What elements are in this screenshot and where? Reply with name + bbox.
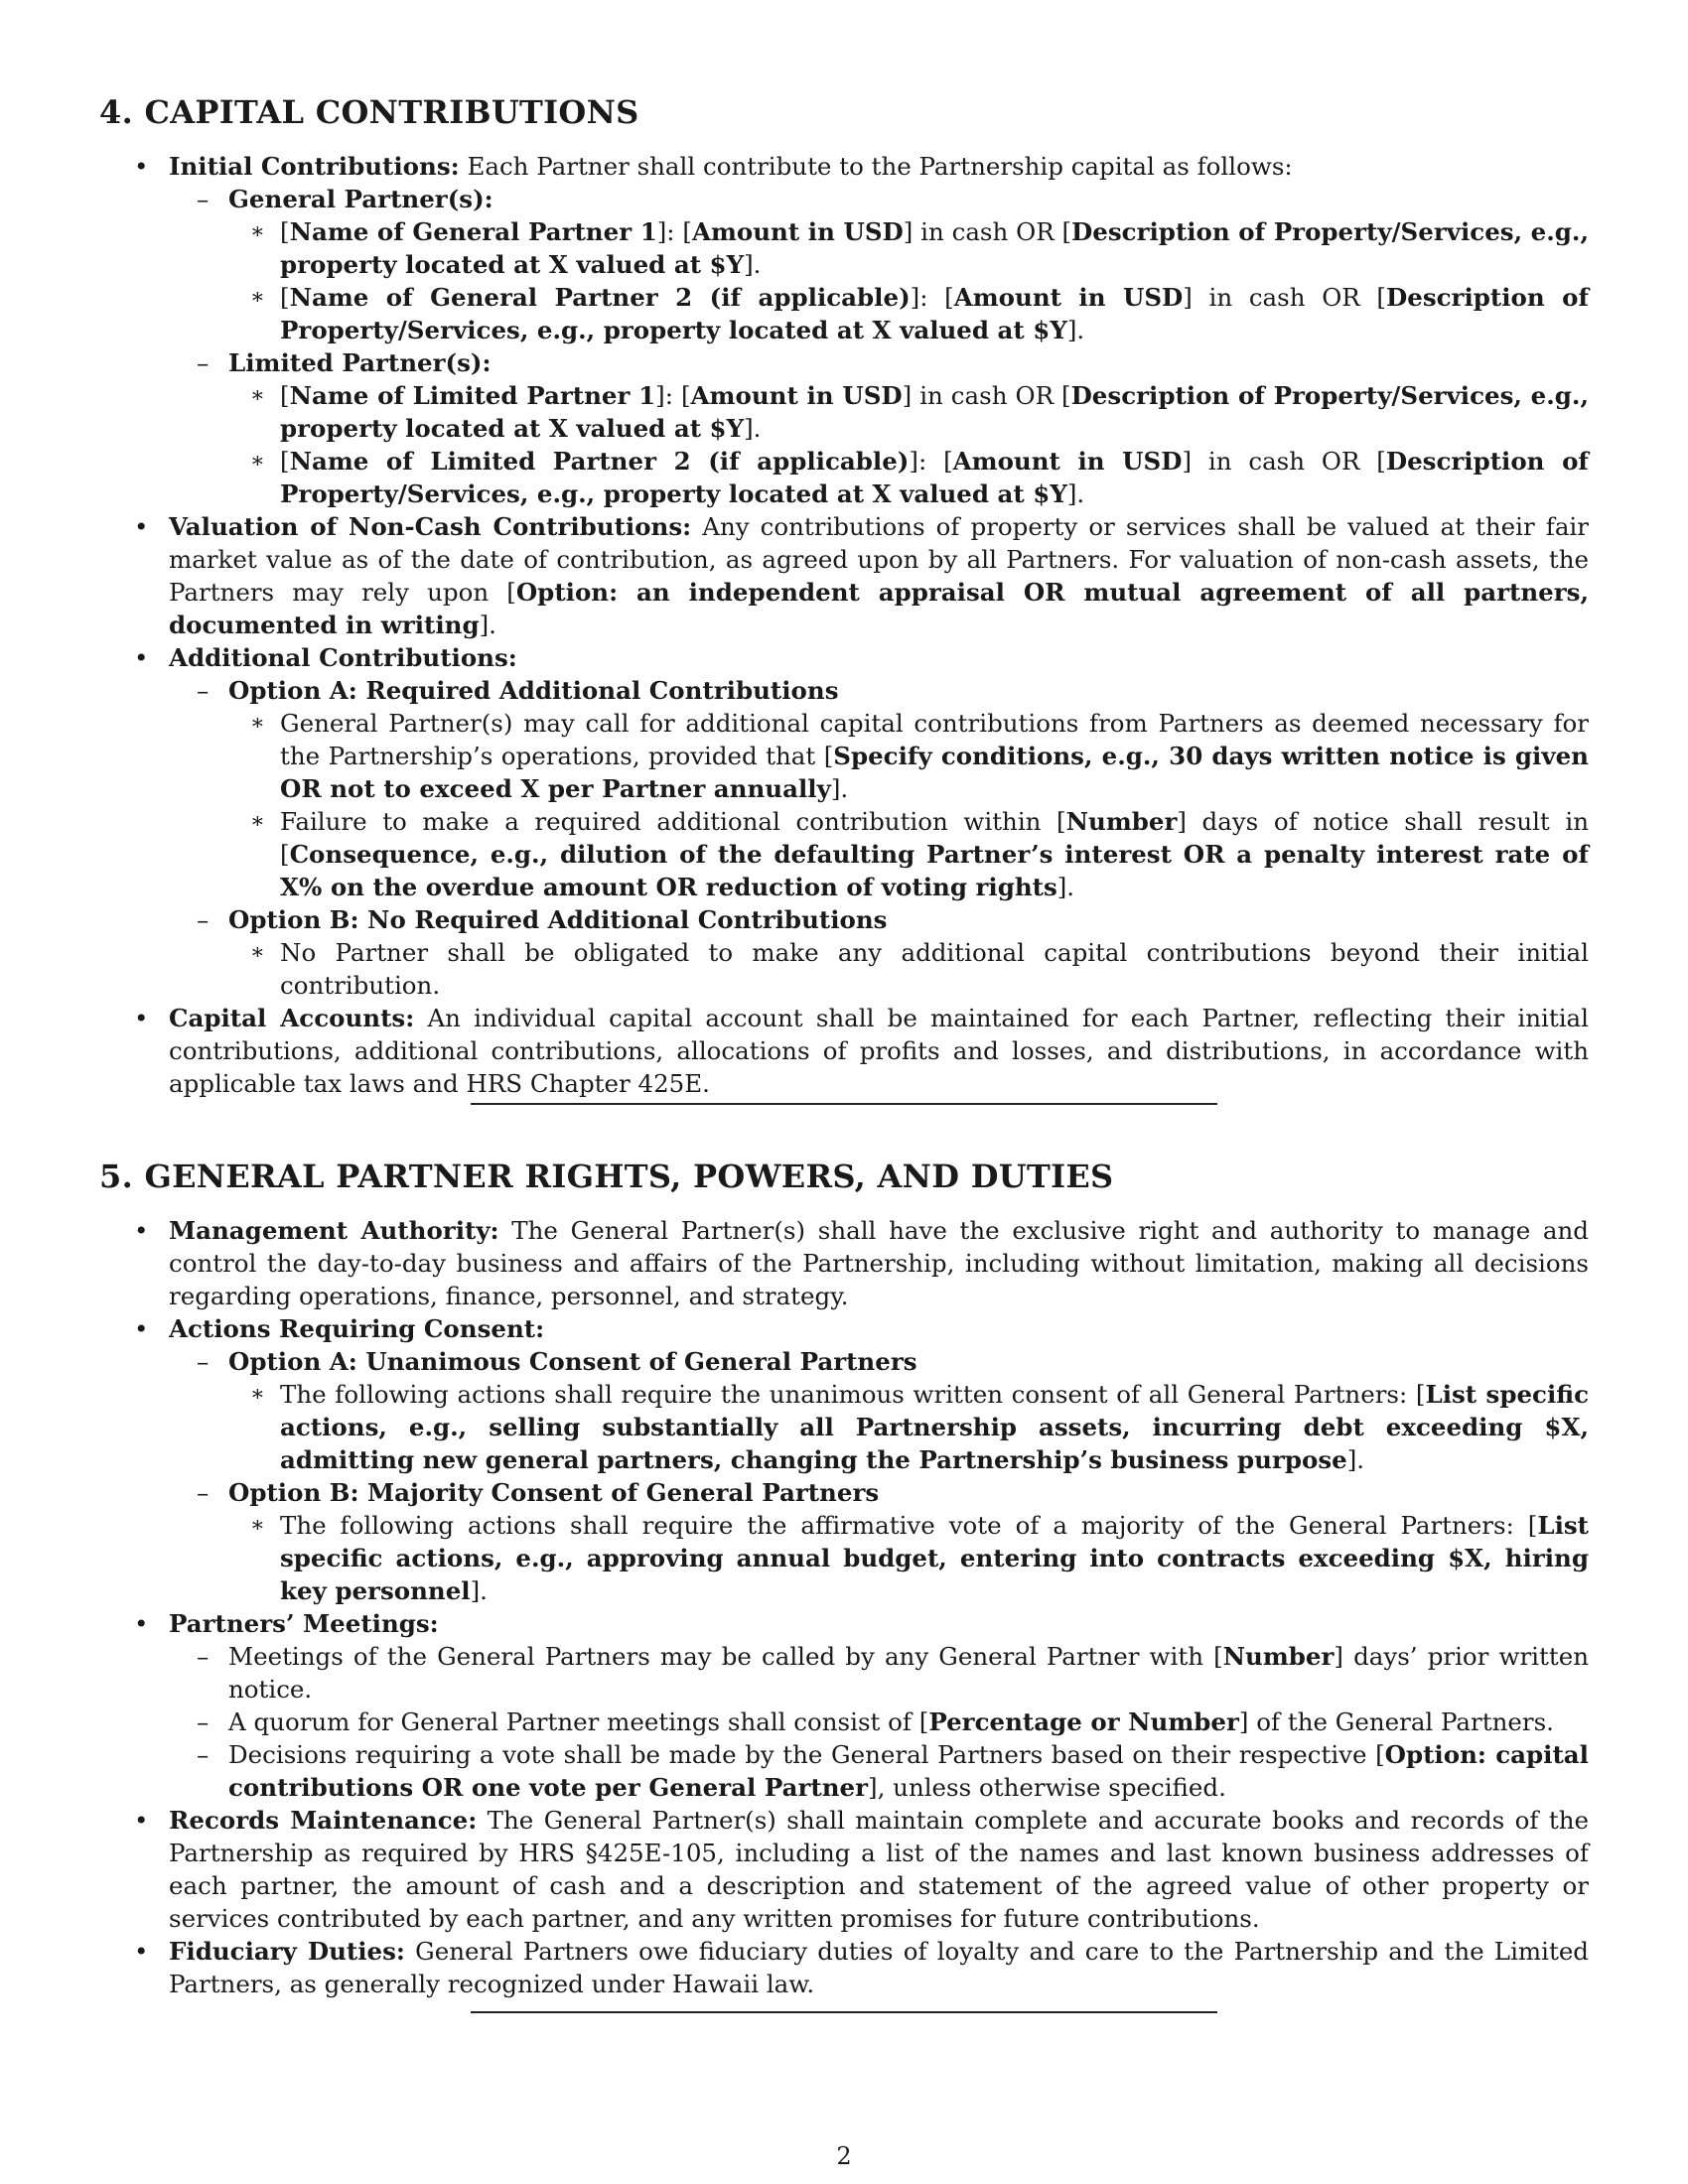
item-label: Partners’ Meetings: <box>169 1609 439 1638</box>
item-label: Limited Partner(s): <box>228 348 492 377</box>
bullet-icon: • <box>134 1004 149 1032</box>
placeholder-text: Option: an independent appraisal OR mutual agreement of all partners, documented in writing <box>169 578 1589 639</box>
placeholder-text: Amount in USD <box>953 283 1184 312</box>
item-label: Management Authority: <box>169 1216 499 1245</box>
list-item-option-a-required <box>99 674 1589 707</box>
text: ]. <box>1066 316 1085 344</box>
placeholder-text: Name of General Partner 2 (if applicable) <box>289 283 911 312</box>
text: ] of the General Partners. <box>1238 1707 1554 1736</box>
text: ]. <box>479 611 496 639</box>
item-text: A quorum for General Partner meetings shall consist of [ <box>228 1707 929 1736</box>
list-item-failure-consequence <box>99 805 1589 903</box>
placeholder-text: Description of Property/Services, e.g., property located at X valued at $Y <box>280 447 1589 508</box>
dash-icon: – <box>197 1740 210 1769</box>
text: ] days of notice shall result in [ <box>280 807 1589 869</box>
text: ]: [ <box>910 283 954 312</box>
placeholder-text: List specific actions, e.g., selling substantially all Partnership assets, incurring debt exceeding $X, admitting new general partners, changing the Partnership’s business purpose <box>280 1380 1590 1474</box>
bullet-icon: • <box>134 152 149 181</box>
list-item-call-for-contributions <box>99 707 1589 805</box>
item-label: Initial Contributions: <box>169 152 460 181</box>
placeholder-text: Description of Property/Services, e.g., property located at X valued at $Y <box>280 283 1589 344</box>
text: ] in cash OR [ <box>1182 447 1386 476</box>
text: [ <box>280 381 290 410</box>
text: ] in cash OR [ <box>1183 283 1386 312</box>
text: ] days’ prior written notice. <box>228 1642 1589 1704</box>
text: ]. <box>1346 1445 1365 1474</box>
item-text: General Partners owe fiduciary duties of loyalty and care to the Partnership and the Limited Partners, as generally recognized under Hawaii law. <box>169 1937 1589 1998</box>
placeholder-text: Option: capital contributions OR one vote per General Partner <box>228 1740 1589 1802</box>
list-item-general-partners <box>99 183 1589 215</box>
list-item-no-obligation <box>99 936 1589 1002</box>
bullet-icon: • <box>134 1806 149 1835</box>
text: ]. <box>744 414 762 443</box>
item-text: The General Partner(s) shall maintain complete and accurate books and records of the Partnership as required by HRS §425E-105, including a list of the names and last known business addresses of each partner, the amount of cash and a description and statement of the agreed value of other property or services contributed by each partner, and any written promises for future contributions. <box>169 1806 1589 1933</box>
section-5-heading: 5. GENERAL PARTNER RIGHTS, POWERS, AND DUTIES <box>99 1158 1114 1195</box>
item-label: Option B: No Required Additional Contributions <box>228 905 888 934</box>
list-item-limited-partners <box>99 346 1589 379</box>
text: ]: [ <box>655 381 691 410</box>
asterisk-icon: ∗ <box>250 449 265 474</box>
item-text: General Partner(s) may call for additional capital contributions from Partners as deemed necessary for the Partnership’s operations, provided that [ <box>280 709 1589 770</box>
list-item-initial-contributions <box>99 150 1589 183</box>
item-text: Decisions requiring a vote shall be made by the General Partners based on their respective [ <box>228 1740 1385 1769</box>
item-text: No Partner shall be obligated to make any additional capital contributions beyond their initial contribution. <box>280 938 1589 1000</box>
asterisk-icon: ∗ <box>250 285 265 310</box>
item-text: Failure to make a required additional contribution within [ <box>280 807 1066 836</box>
section-divider <box>471 1103 1217 1105</box>
list-item-limited-partner-1 <box>99 379 1589 445</box>
list-item-additional-contributions <box>99 641 1589 674</box>
text: ]. <box>470 1576 488 1605</box>
bullet-icon: • <box>134 1216 149 1245</box>
placeholder-text: List specific actions, e.g., approving annual budget, entering into contracts exceeding $X, hiring key personnel <box>280 1511 1589 1605</box>
placeholder-text: Name of Limited Partner 2 (if applicable) <box>289 447 910 476</box>
placeholder-text: Number <box>1065 807 1178 836</box>
placeholder-text: Amount in USD <box>691 217 904 246</box>
list-item-meeting-votes <box>99 1738 1589 1804</box>
placeholder-text: Number <box>1222 1642 1335 1671</box>
section-5-body <box>99 1214 1589 2000</box>
placeholder-text: Name of Limited Partner 1 <box>289 381 656 410</box>
asterisk-icon: ∗ <box>250 809 265 834</box>
placeholder-text: Percentage or Number <box>928 1707 1239 1736</box>
item-label: Actions Requiring Consent: <box>169 1314 545 1343</box>
list-item-meeting-notice <box>99 1640 1589 1706</box>
list-item-valuation <box>99 510 1589 641</box>
item-label: Capital Accounts: <box>169 1004 415 1032</box>
list-item-option-a-unanimous <box>99 1345 1589 1378</box>
item-label: General Partner(s): <box>228 185 493 213</box>
text: ], unless otherwise specified. <box>868 1773 1226 1802</box>
placeholder-text: Amount in USD <box>952 447 1183 476</box>
item-text: An individual capital account shall be maintained for each Partner, reflecting their initial contributions, additional contributions, allocations of profits and losses, and distributions, in accordance with applicable tax laws and HRS Chapter 425E. <box>169 1004 1589 1098</box>
placeholder-text: Amount in USD <box>690 381 903 410</box>
item-label: Additional Contributions: <box>169 643 517 672</box>
list-item-option-b-not-required <box>99 903 1589 936</box>
list-item-management-authority <box>99 1214 1589 1312</box>
list-item-general-partner-1 <box>99 215 1589 281</box>
item-text: The General Partner(s) shall have the exclusive right and authority to manage and control the day-to-day business and affairs of the Partnership, including without limitation, making all decisions regarding operations, finance, personnel, and strategy. <box>169 1216 1589 1310</box>
bullet-icon: • <box>134 1609 149 1638</box>
bullet-icon: • <box>134 512 149 541</box>
list-item-records-maintenance <box>99 1804 1589 1935</box>
list-item-option-b-majority <box>99 1476 1589 1509</box>
placeholder-text: Specify conditions, e.g., 30 days written notice is given OR not to exceed X per Partner annually <box>280 742 1589 803</box>
list-item-majority-actions <box>99 1509 1589 1607</box>
dash-icon: – <box>197 905 210 934</box>
item-label: Option B: Majority Consent of General Partners <box>228 1478 880 1507</box>
dash-icon: – <box>197 1642 210 1671</box>
bullet-icon: • <box>134 1937 149 1966</box>
section-4-heading: 4. CAPITAL CONTRIBUTIONS <box>99 93 639 131</box>
text: [ <box>280 447 290 476</box>
text: ]. <box>1056 873 1075 901</box>
placeholder-text: Consequence, e.g., dilution of the defaulting Partner’s interest OR a penalty interest rate of X% on the overdue amount OR reduction of voting rights <box>280 840 1589 901</box>
bullet-icon: • <box>134 1314 149 1343</box>
text: ]. <box>744 250 762 279</box>
list-item-partners-meetings <box>99 1607 1589 1640</box>
text: ] in cash OR [ <box>902 381 1071 410</box>
dash-icon: – <box>197 185 210 213</box>
item-label: Fiduciary Duties: <box>169 1937 405 1966</box>
asterisk-icon: ∗ <box>250 940 265 965</box>
text: ]. <box>830 774 849 803</box>
list-item-limited-partner-2 <box>99 445 1589 510</box>
item-label: Option A: Unanimous Consent of General Partners <box>228 1347 917 1376</box>
bullet-icon: • <box>134 643 149 672</box>
asterisk-icon: ∗ <box>250 1382 265 1407</box>
dash-icon: – <box>197 1478 210 1507</box>
item-text: Meetings of the General Partners may be called by any General Partner with [ <box>228 1642 1223 1671</box>
placeholder-text: Description of Property/Services, e.g., property located at X valued at $Y <box>280 217 1589 279</box>
section-divider <box>471 2011 1217 2013</box>
item-text: The following actions shall require the affirmative vote of a majority of the General Partners: [ <box>280 1511 1538 1540</box>
dash-icon: – <box>197 1347 210 1376</box>
item-text: Any contributions of property or services shall be valued at their fair market value as of the date of contribution, as agreed upon by all Partners. For valuation of non-cash assets, the Partners may rely upon [ <box>169 512 1589 607</box>
text: [ <box>280 283 290 312</box>
text: ]. <box>1066 479 1085 508</box>
text: ]: [ <box>656 217 692 246</box>
list-item-general-partner-2 <box>99 281 1589 346</box>
item-label: Records Maintenance: <box>169 1806 478 1835</box>
item-text: Each Partner shall contribute to the Partnership capital as follows: <box>459 152 1293 181</box>
asterisk-icon: ∗ <box>250 711 265 736</box>
dash-icon: – <box>197 348 210 377</box>
asterisk-icon: ∗ <box>250 383 265 408</box>
list-item-meeting-quorum <box>99 1706 1589 1738</box>
placeholder-text: Description of Property/Services, e.g., property located at X valued at $Y <box>280 381 1589 443</box>
dash-icon: – <box>197 676 210 705</box>
section-4-body <box>99 150 1589 1100</box>
list-item-capital-accounts <box>99 1002 1589 1100</box>
item-text: The following actions shall require the unanimous written consent of all General Partners: [ <box>280 1380 1426 1409</box>
list-item-unanimous-actions <box>99 1378 1589 1476</box>
item-label: Option A: Required Additional Contributions <box>228 676 839 705</box>
list-item-fiduciary-duties <box>99 1935 1589 2000</box>
text: ]: [ <box>909 447 953 476</box>
text: [ <box>280 217 290 246</box>
list-item-actions-requiring-consent <box>99 1312 1589 1345</box>
asterisk-icon: ∗ <box>250 219 265 244</box>
asterisk-icon: ∗ <box>250 1513 265 1538</box>
placeholder-text: Name of General Partner 1 <box>289 217 657 246</box>
dash-icon: – <box>197 1707 210 1736</box>
text: ] in cash OR [ <box>903 217 1072 246</box>
item-label: Valuation of Non-Cash Contributions: <box>169 512 692 541</box>
page-number: 2 <box>836 2142 852 2170</box>
